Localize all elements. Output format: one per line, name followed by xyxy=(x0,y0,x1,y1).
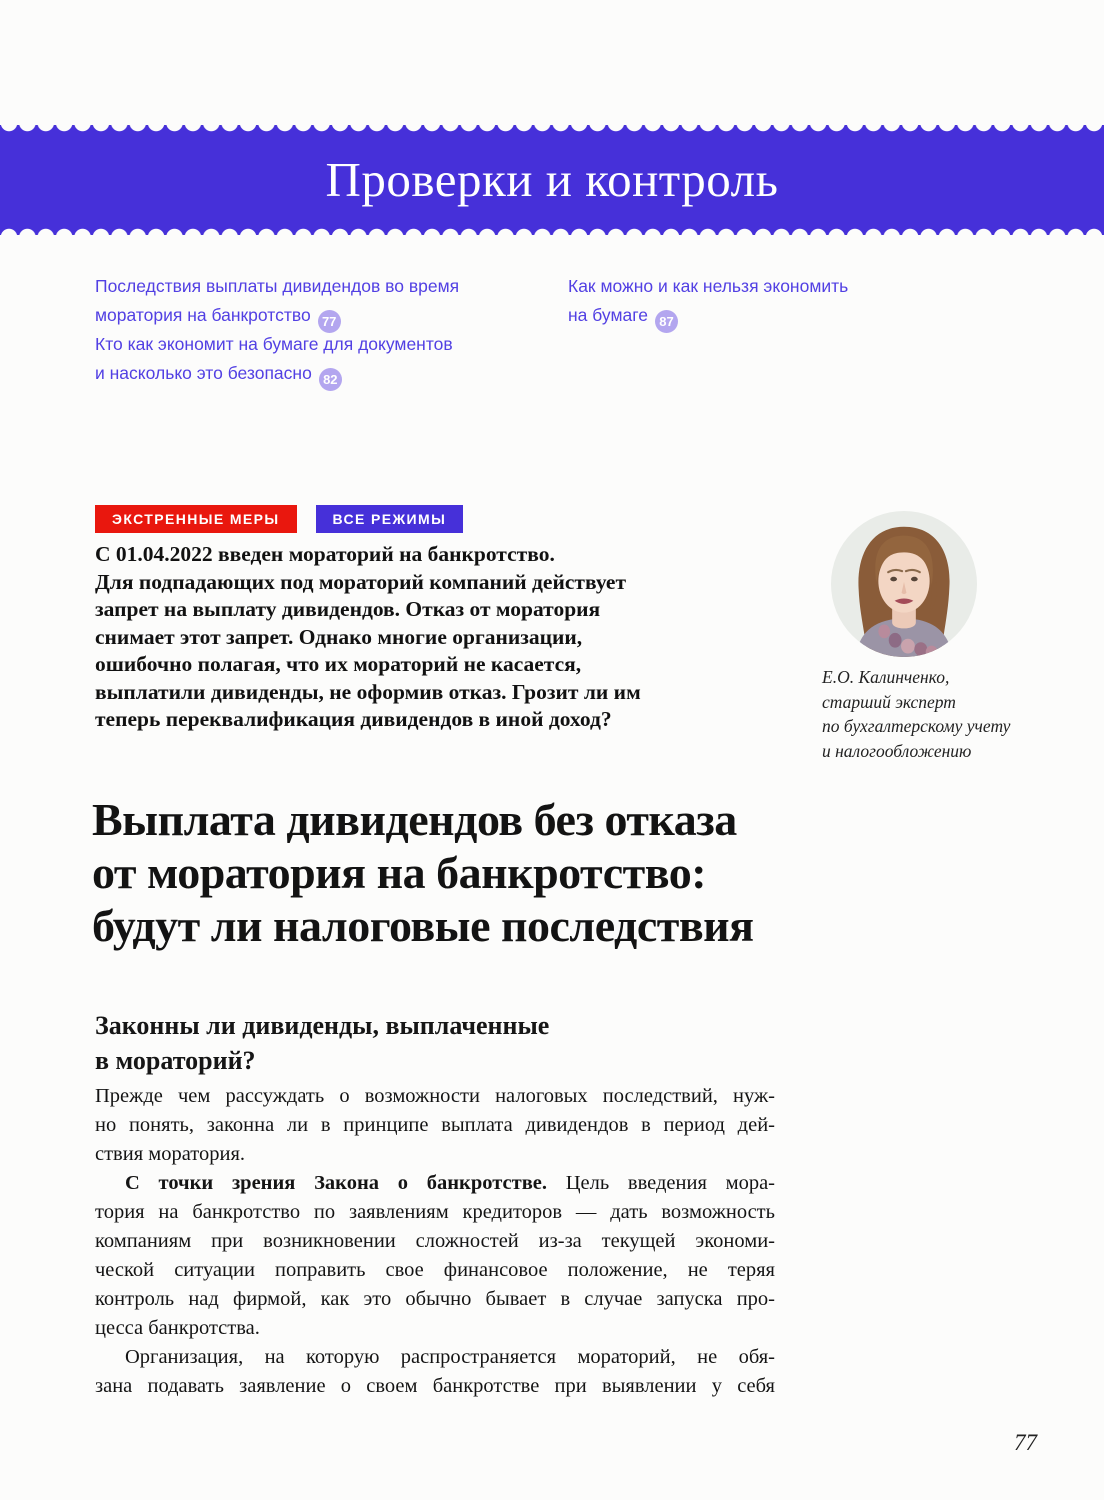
text-line: тория на банкротство по заявлениям кредиторов — дать возможность xyxy=(95,1201,775,1223)
text-line: С точки зрения Закона о банкротстве. Цель введения мора- xyxy=(125,1172,775,1194)
rubric-badges xyxy=(95,505,463,533)
toc-entry-text[interactable]: и насколько это безопасно xyxy=(95,363,312,383)
text-line: выплатили дивиденды, не оформив отказ. Грозит ли им xyxy=(95,679,641,704)
text-line: ческой ситуации поправить свое финансовое положение, не теряя xyxy=(95,1259,775,1281)
toc-entry-line[interactable] xyxy=(95,330,525,359)
author-block xyxy=(822,510,1052,763)
bold-lead-in: С точки зрения Закона о банкротстве. xyxy=(125,1172,547,1194)
toc-column-left xyxy=(95,272,525,388)
article-body xyxy=(95,1082,775,1401)
text-line: Законны ли дивиденды, выплаченные xyxy=(95,1011,550,1040)
toc-entry-line[interactable] xyxy=(568,272,988,301)
page-number: 77 xyxy=(1014,1430,1037,1455)
text-line: Прежде чем рассуждать о возможности налоговых последствий, нуж- xyxy=(95,1085,775,1107)
text-line: по бухгалтерскому учету xyxy=(822,716,1011,736)
text-line: зана подавать заявление о своем банкротстве при выявлении у себя xyxy=(95,1375,775,1397)
text-line: Для подпадающих под мораторий компаний действует xyxy=(95,569,627,594)
toc-entry-line[interactable] xyxy=(95,301,525,330)
toc-entry-text[interactable]: Как можно и как нельзя экономить xyxy=(568,276,849,296)
toc-entry-text[interactable]: Последствия выплаты дивидендов во время xyxy=(95,276,460,296)
portrait-woman-icon xyxy=(830,510,978,658)
body-paragraph xyxy=(95,1169,775,1343)
toc-column-right xyxy=(568,272,988,330)
text-line: в мораторий? xyxy=(95,1046,256,1075)
author-photo xyxy=(830,510,978,658)
text-line: старший эксперт xyxy=(822,691,956,712)
toc-entry-text[interactable]: на бумаге xyxy=(568,305,648,325)
body-paragraph xyxy=(95,1343,775,1401)
text-line: снимает этот запрет. Однако многие организации, xyxy=(95,624,583,649)
badge-all-regimes: ВСЕ РЕЖИМЫ xyxy=(316,505,464,533)
text-line: Выплата дивидендов без отказа xyxy=(92,794,737,845)
section-title: Проверки и контроль xyxy=(325,152,779,207)
section-heading xyxy=(95,1008,549,1078)
text-line: ошибочно полагая, что их мораторий не касается, xyxy=(95,652,582,676)
perforation-edge-bottom xyxy=(0,226,1104,235)
text-line: от моратория на банкротство: xyxy=(92,847,707,898)
toc-entry-line[interactable] xyxy=(95,272,525,301)
toc-entry-line[interactable] xyxy=(95,359,525,388)
toc-entry-line[interactable] xyxy=(568,301,988,330)
text-line: теперь переквалификация дивидендов в иной доход? xyxy=(95,707,612,731)
toc-entry-text[interactable]: Кто как экономит на бумаге для документов xyxy=(95,334,453,354)
section-header-band xyxy=(0,125,1104,235)
text-line: но понять, законна ли в принципе выплата дивидендов в период дей- xyxy=(95,1114,775,1136)
text-line: компаниям при возникновении сложностей из-за текущей экономи- xyxy=(95,1230,775,1252)
toc-entry-text[interactable]: моратория на банкротство xyxy=(95,305,311,325)
text-line: Организация, на которую распространяется мораторий, не обя- xyxy=(125,1346,775,1368)
author-role xyxy=(822,690,1052,764)
text-line: контроль над фирмой, как это обычно бывает в случае запуска про- xyxy=(95,1288,775,1310)
text-line: запрет на выплату дивидендов. Отказ от моратория xyxy=(95,597,601,621)
badge-emergency-measures: ЭКСТРЕННЫЕ МЕРЫ xyxy=(95,505,297,533)
toc-page-circle[interactable]: 87 xyxy=(655,310,678,333)
author-caption xyxy=(822,665,1052,763)
text-line: и налогообложению xyxy=(822,740,972,761)
article-lead xyxy=(95,541,815,734)
text-line: С 01.04.2022 введен мораторий на банкротство. xyxy=(95,542,555,566)
toc-page-circle[interactable]: 77 xyxy=(318,310,341,333)
perforation-edge-top xyxy=(0,125,1104,134)
body-paragraph xyxy=(95,1082,775,1169)
text-line: ствия моратория. xyxy=(95,1143,246,1165)
author-name: Е.О. Калинченко, xyxy=(822,667,950,687)
article-title xyxy=(92,793,754,952)
toc-page-circle[interactable]: 82 xyxy=(319,368,342,391)
text-line: цесса банкротства. xyxy=(95,1317,260,1339)
text-line: будут ли налоговые последствия xyxy=(92,900,754,951)
